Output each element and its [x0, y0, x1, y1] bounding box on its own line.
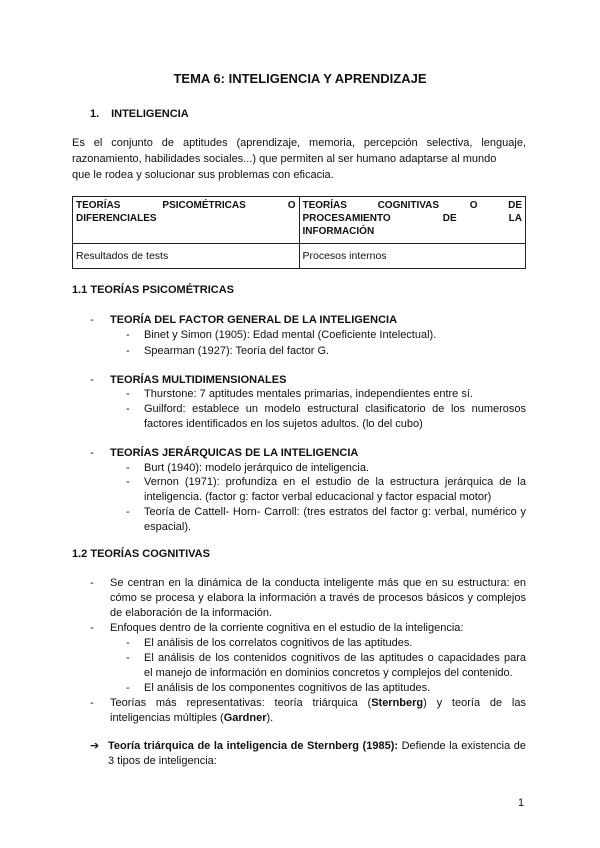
- list-item-text: El análisis de los componentes cognitivos de las aptitudes.: [144, 682, 431, 694]
- section-title: INTELIGENCIA: [111, 108, 189, 120]
- list-item-text: Teoría triárquica de la inteligencia de Sternberg (1985): Defiende la existencia de: [108, 740, 526, 752]
- list-item-text: Guilford: establece un modelo estructural clasificatorio de los numerosos: [144, 403, 526, 415]
- header-line: INFORMACIÓN: [302, 226, 375, 237]
- list-item: - El análisis de los componentes cognitivos de las aptitudes.: [126, 681, 526, 696]
- list-item-text: cómo se procesa y elabora la información a través de procesos básicos y complejos: [110, 592, 526, 604]
- comparison-table: [72, 196, 526, 269]
- list-item-text: espacial).: [144, 521, 192, 533]
- list-item-text: Thurstone: 7 aptitudes mentales primarias, independientes entre sí.: [144, 388, 473, 400]
- intro-line: razonamiento, habilidades sociales...) que permiten al ser humano adaptarse al mundo: [72, 153, 497, 165]
- list-item: - Thurstone: 7 aptitudes mentales primarias, independientes entre sí.: [126, 387, 526, 402]
- table-header-psicometricas: [73, 197, 300, 244]
- group-heading: TEORÍAS MULTIDIMENSIONALES: [110, 374, 287, 386]
- list-item-text: Enfoques dentro de la corriente cognitiva en el estudio de la inteligencia:: [110, 622, 464, 634]
- table-cell: Procesos internos: [299, 244, 526, 269]
- list-item: - El análisis de los correlatos cognitivos de las aptitudes.: [126, 636, 526, 651]
- subsection-heading-cognitivas: 1.2 TEORÍAS COGNITIVAS: [72, 548, 210, 560]
- page-title: TEMA 6: INTELIGENCIA Y APRENDIZAJE: [173, 71, 427, 86]
- arrow-right-icon: ➔: [90, 740, 100, 752]
- header-line: TEORÍAS COGNITIVAS O DE: [302, 200, 522, 211]
- list-item: - Se centran en la dinámica de la conducta inteligente más que en su estructura: en cómo se procesa y elabora la información a través de procesos básicos y complejos de elaboración de la información.: [90, 577, 526, 619]
- list-item-text: Teorías más representativas: teoría triárquica (Sternberg) y teoría de las: [110, 697, 526, 709]
- table-cell: Resultados de tests: [73, 244, 300, 269]
- list-item-text: Burt (1940): modelo jerárquico de inteligencia.: [144, 462, 370, 474]
- group-heading: TEORÍAS JERÁRQUICAS DE LA INTELIGENCIA: [110, 447, 359, 459]
- table-header-cognitivas: [299, 197, 526, 244]
- list-item: - Vernon (1971): profundiza en el estudio de la estructura jerárquica de la inteligencia. (factor g: factor verbal educacional y factor espacial motor): [126, 476, 526, 503]
- page-number: 1: [518, 797, 525, 809]
- list-item: - Binet y Simon (1905): Edad mental (Coeficiente Intelectual).: [126, 328, 526, 343]
- list-item: - Spearman (1927): Teoría del factor G.: [126, 344, 526, 359]
- list-item: - Guilford: establece un modelo estructural clasificatorio de los numerosos factores identificados en los sujetos adultos. (lo del cubo): [126, 403, 526, 430]
- list-item-text: factores identificados en los sujetos adultos. (lo del cubo): [144, 418, 423, 430]
- list-item-text: de elaboración de la información.: [110, 607, 273, 619]
- list-item: - Teoría de Cattell- Horn- Carroll: (tres estratos del factor g: verbal, numérico y espacial).: [126, 506, 526, 533]
- list-item: - El análisis de los contenidos cognitivos de las aptitudes o capacidades para el manejo de información en dominios concretos y complejos del contenido.: [126, 652, 526, 679]
- header-line: PROCESAMIENTO DE LA: [302, 213, 522, 224]
- subsection-heading-psicometricas: 1.1 TEORÍAS PSICOMÉTRICAS: [72, 284, 234, 296]
- list-item: [90, 739, 526, 769]
- list-item-text: inteligencias múltiples (Gardner).: [110, 712, 274, 724]
- list-item: - TEORÍAS MULTIDIMENSIONALES: [90, 373, 526, 388]
- list-item-text: Vernon (1971): profundiza en el estudio de la estructura jerárquica de la: [144, 476, 526, 488]
- list-item-text: el manejo de información en dominios concretos y complejos del contenido.: [144, 667, 513, 679]
- list-item-text: Spearman (1927): Teoría del factor G.: [144, 345, 330, 357]
- list-item-text: Teoría de Cattell- Horn- Carroll: (tres estratos del factor g: verbal, numérico y: [144, 506, 526, 518]
- list-item-text: El análisis de los correlatos cognitivos de las aptitudes.: [144, 637, 413, 649]
- group-heading: TEORÍA DEL FACTOR GENERAL DE LA INTELIGENCIA: [110, 314, 398, 326]
- list-item: - Teorías más representativas: teoría triárquica (Sternberg) y teoría de las inteligencias múltiples (Gardner).: [90, 697, 526, 724]
- list-item: - Burt (1940): modelo jerárquico de inteligencia.: [126, 461, 526, 476]
- section-number: 1.: [90, 108, 100, 120]
- list-item-text: 3 tipos de inteligencia:: [108, 755, 217, 767]
- intro-paragraph: [72, 135, 526, 183]
- list-item-text: El análisis de los contenidos cognitivos de las aptitudes o capacidades para: [144, 652, 526, 664]
- header-line: TEORÍAS PSICOMÉTRICAS O: [76, 200, 296, 211]
- list-item-text: Se centran en la dinámica de la conducta inteligente más que en su estructura: en: [110, 577, 526, 589]
- header-line: DIFERENCIALES: [76, 213, 157, 224]
- list-item: - Enfoques dentro de la corriente cognitiva en el estudio de la inteligencia:: [90, 621, 526, 636]
- intro-line: Es el conjunto de aptitudes (aprendizaje, memoria, percepción selectiva, lenguaje,: [72, 137, 526, 149]
- list-item: - TEORÍAS JERÁRQUICAS DE LA INTELIGENCIA: [90, 446, 526, 461]
- section-heading-inteligencia: [90, 108, 189, 120]
- list-item-text: Binet y Simon (1905): Edad mental (Coeficiente Intelectual).: [144, 329, 437, 341]
- list-item: - TEORÍA DEL FACTOR GENERAL DE LA INTELIGENCIA: [90, 313, 526, 328]
- list-item-text: inteligencia. (factor g: factor verbal educacional y factor espacial motor): [144, 491, 492, 503]
- intro-line: que le rodea y solucionar sus problemas con eficacia.: [72, 169, 334, 181]
